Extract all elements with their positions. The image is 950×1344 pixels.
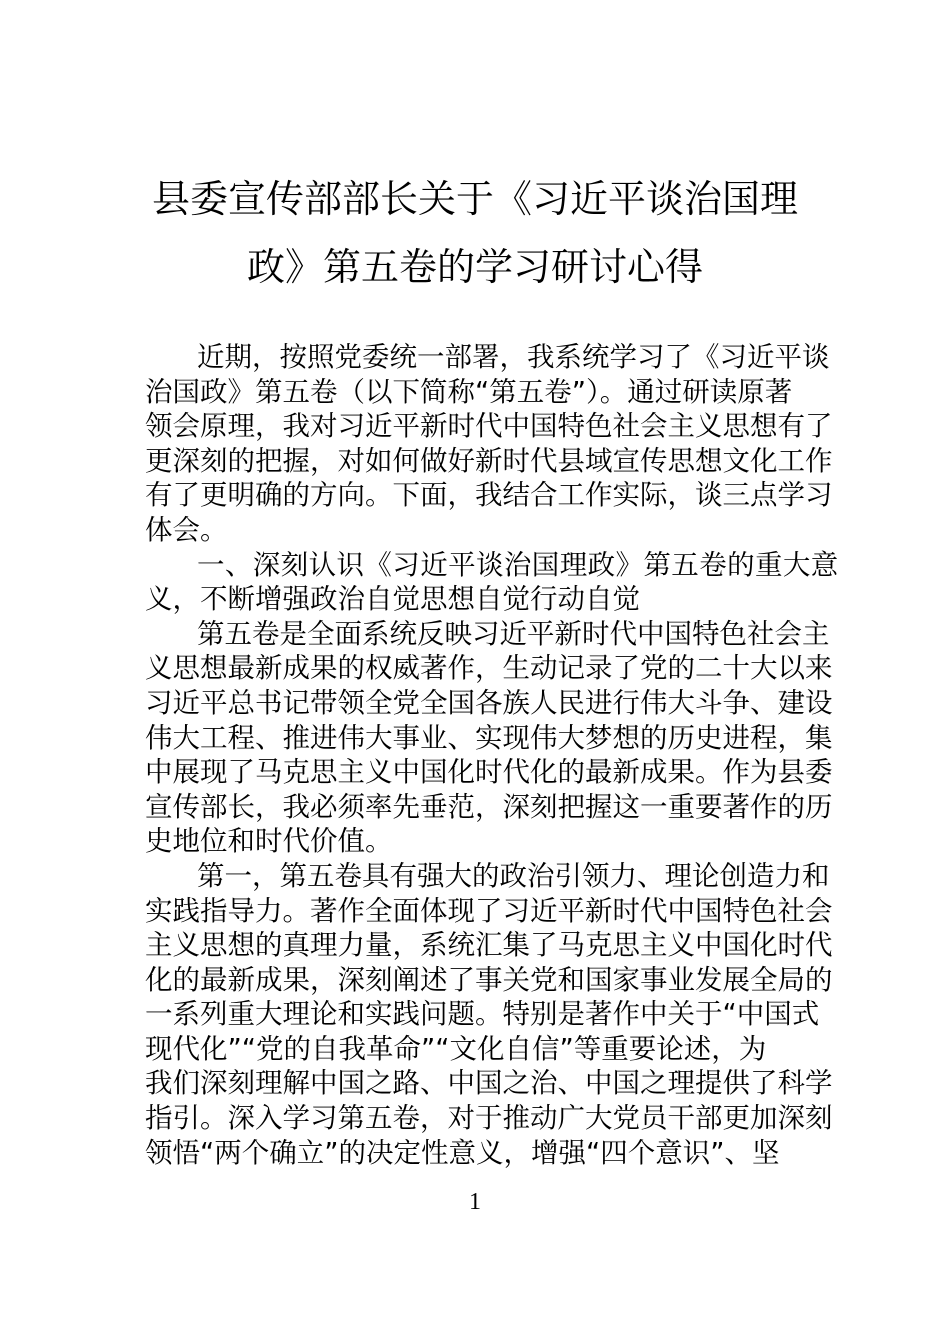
body-line: 治国政》第五卷（以下简称“第五卷”）。通过研读原著	[145, 375, 793, 408]
body-line: 指引。深入学习第五卷，对于推动广大党员干部更加深刻	[145, 1102, 833, 1135]
body-line: 义思想最新成果的权威著作，生动记录了党的二十大以来	[145, 652, 833, 685]
document-title-line-1: 县委宣传部部长关于《习近平谈治国理	[151, 177, 798, 221]
body-line: 有了更明确的方向。下面，我结合工作实际，谈三点学习	[145, 479, 833, 512]
body-line: 宣传部长，我必须率先垂范，深刻把握这一重要著作的历	[145, 790, 833, 823]
body-line: 现代化”“党的自我革命”“文化自信”等重要论述，为	[145, 1032, 767, 1065]
body-line: 化的最新成果，深刻阐述了事关党和国家事业发展全局的	[145, 963, 833, 996]
body-line: 更深刻的把握，对如何做好新时代县域宣传思想文化工作	[145, 444, 833, 477]
body-line: 第一，第五卷具有强大的政治引领力、理论创造力和	[197, 859, 830, 892]
body-line: 实践指导力。著作全面体现了习近平新时代中国特色社会	[145, 894, 833, 927]
section-heading-line: 义，不断增强政治自觉思想自觉行动自觉	[145, 583, 640, 616]
page-number: 1	[469, 1189, 481, 1215]
body-line: 习近平总书记带领全党全国各族人民进行伟大斗争、建设	[145, 686, 833, 719]
body-line: 一系列重大理论和实践问题。特别是著作中关于“中国式	[145, 998, 820, 1031]
document-title-line-2: 政》第五卷的学习研讨心得	[246, 245, 703, 289]
body-line: 史地位和时代价值。	[145, 825, 393, 858]
body-line: 主义思想的真理力量，系统汇集了马克思主义中国化时代	[145, 929, 833, 962]
body-line: 体会。	[145, 513, 228, 546]
body-line: 领悟“两个确立”的决定性意义，增强“四个意识”、坚	[145, 1136, 780, 1169]
document-body	[145, 340, 839, 1170]
body-line: 中展现了马克思主义中国化时代化的最新成果。作为县委	[145, 756, 833, 789]
body-line: 我们深刻理解中国之路、中国之治、中国之理提供了科学	[145, 1067, 833, 1100]
body-line: 领会原理，我对习近平新时代中国特色社会主义思想有了	[145, 410, 833, 443]
section-heading-line: 一、深刻认识《习近平谈治国理政》第五卷的重大意	[197, 548, 839, 581]
body-line: 第五卷是全面系统反映习近平新时代中国特色社会主	[197, 617, 830, 650]
body-line: 伟大工程、推进伟大事业、实现伟大梦想的历史进程，集	[145, 721, 833, 754]
body-line: 近期，按照党委统一部署，我系统学习了《习近平谈	[197, 341, 830, 373]
